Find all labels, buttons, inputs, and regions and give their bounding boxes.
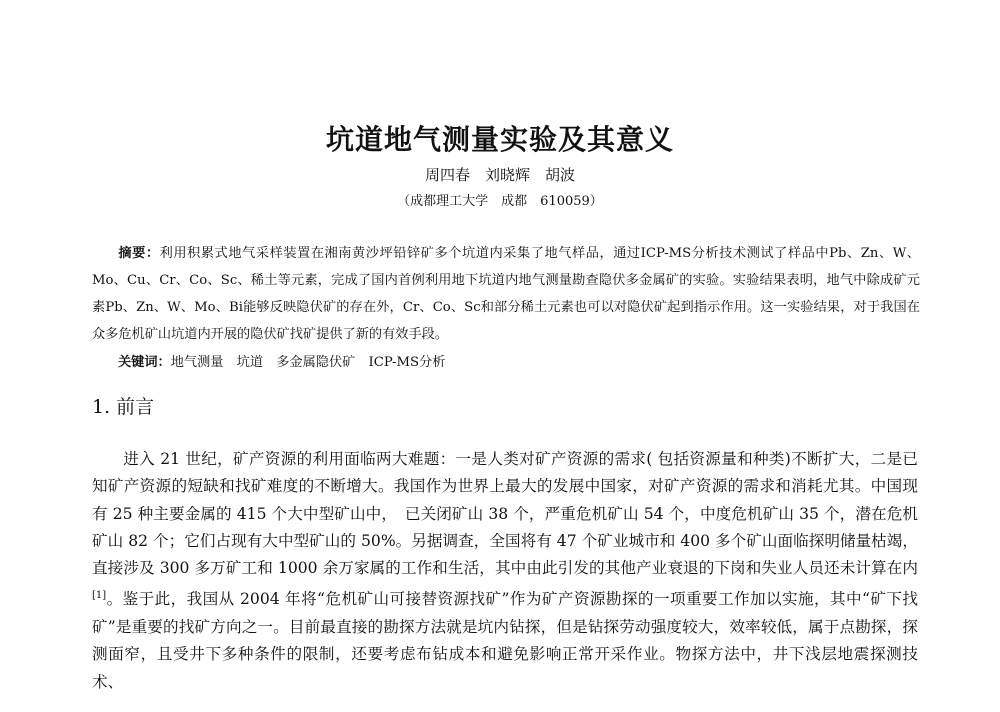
keywords-label: 关键词： [118,355,171,370]
body-text-part-1: 进入 21 世纪，矿产资源的利用面临两大难题：一是人类对矿产资源的需求( 包括资源量和种类)不断扩大，二是已知矿产资源的短缺和找矿难度的不断增大。我国作为世界上最大的发展中国家，对矿产资源的需求和消耗尤其。中国现有 25 种主要金属的 415 个大中型矿山中， 已关闭矿山 38 个，严重危机矿山 54 个，中度危机矿山 35 个，潜在危机矿山 82 个；它们占现有大中型矿山的 50%。另据调查，全国将有 47 个矿业城市和 400 多个矿山面临探明储量枯竭，直接涉及 300 多万矿工和 1000 余万家属的工作和生活，其中由此引发的其他产业衰退的下岗和失业人员还未计算在内 [92,450,918,578]
body-text-part-2: 。鉴于此，我国从 2004 年将“危机矿山可接替资源找矿”作为矿产资源勘探的一项重要工作加以实施，其中“矿下找矿”是重要的找矿方向之一。目前最直接的勘探方法就是坑内钻探，但是钻探劳动强度较大，效率较低，属于点勘探，探测面窄，且受井下多种条件的限制，还要考虑布钻成本和避免影响正常开采作业。物探方法中，井下浅层地震探测技术、 [92,590,918,691]
author-list: 周四春 刘晓辉 胡波 [424,166,575,184]
paper-title: 坑道地气测量实验及其意义 [325,123,674,156]
abstract-label: 摘要： [118,246,160,261]
abstract [92,240,920,348]
keywords [118,349,918,376]
section-heading: 1. 前言 [92,396,155,418]
keywords-text: 地气测量 坑道 多金属隐伏矿 ICP-MS分析 [170,355,446,370]
abstract-text: 利用积累式地气采样装置在湘南黄沙坪铅锌矿多个坑道内采集了地气样品，通过ICP-MS分析技术测试了样品中Pb、Zn、W、Mo、Cu、Cr、Co、Sc、稀土等元素，完成了国内首例利用地下坑道内地气测量勘查隐伏多金属矿的实验。实验结果表明，地气中除成矿元素Pb、Zn、W、Mo、Bi能够反映隐伏矿的存在外，Cr、Co、Sc和部分稀土元素也可以对隐伏矿起到指示作用。这一实验结果，对于我国在众多危机矿山坑道内开展的隐伏矿找矿提供了新的有效手段。 [92,246,920,342]
affiliation: （成都理工大学 成都 610059） [397,194,603,209]
citation-ref: [1] [92,590,107,602]
body-paragraph [92,446,918,696]
